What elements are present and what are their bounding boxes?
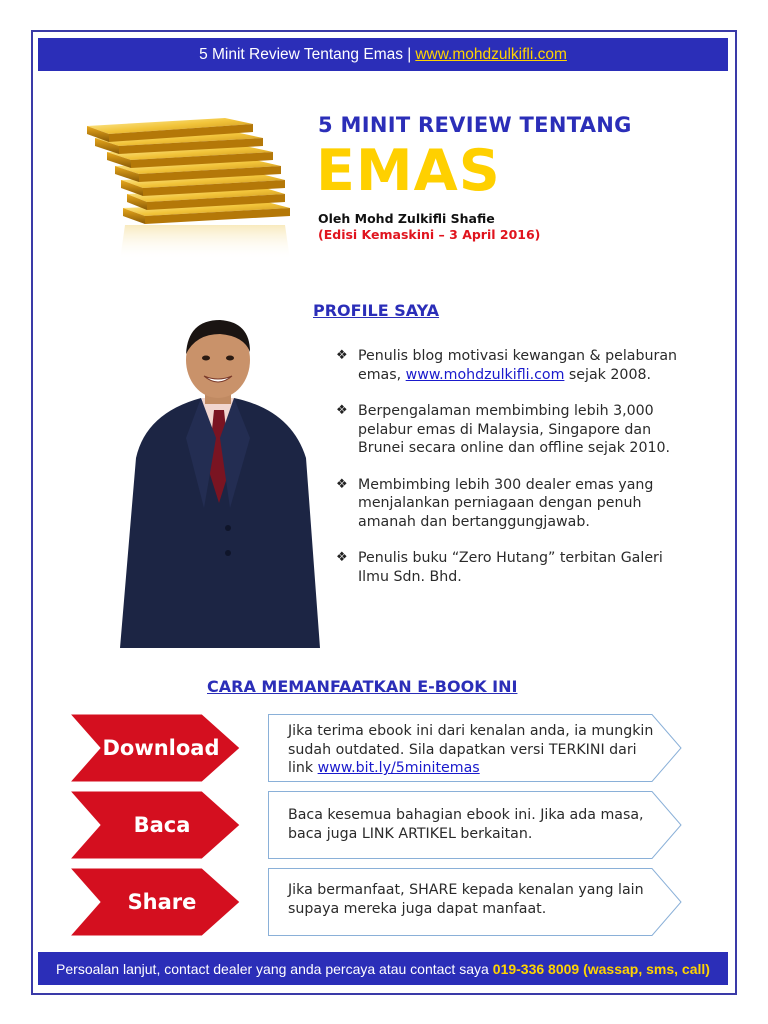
edition-date: (Edisi Kemaskini – 3 April 2016) <box>318 227 541 242</box>
step-share <box>70 868 682 936</box>
author-photo <box>116 318 324 648</box>
cover-title-line2: EMAS <box>316 138 501 204</box>
cover-title-line1: 5 MINIT REVIEW TENTANG <box>318 113 632 137</box>
profile-heading: PROFILE SAYA <box>313 301 440 320</box>
step-download <box>70 714 682 782</box>
step-text: Jika terima ebook ini dari kenalan anda, ia mungkin sudah outdated. Sila dapatkan versi TERKINI dari link www.bit.ly/5minitemas <box>288 723 654 776</box>
step-baca <box>70 791 682 859</box>
bullet-link[interactable]: www.mohdzulkifli.com <box>405 366 565 383</box>
diamond-bullet-icon: ❖ <box>336 476 348 492</box>
author-name: Oleh Mohd Zulkifli Shafie <box>318 211 495 226</box>
guide-heading: CARA MEMANFAATKAN E-BOOK INI <box>207 677 518 696</box>
diamond-bullet-icon: ❖ <box>336 550 348 565</box>
baca-button[interactable]: Baca <box>133 813 191 837</box>
list-item: ❖ Penulis buku “Zero Hutang” terbitan Galeri Ilmu Sdn. Bhd. <box>336 550 663 585</box>
step-text: Jika bermanfaat, SHARE kepada kenalan yang lain supaya mereka juga dapat manfaat. <box>288 882 644 917</box>
header-link[interactable]: www.mohdzulkifli.com <box>415 45 567 63</box>
bottom-banner <box>38 952 728 985</box>
header-title: 5 Minit Review Tentang Emas | <box>199 45 412 63</box>
list-item: ❖ Berpengalaman membimbing lebih 3,000 pelabur emas di Malaysia, Singapore dan Brunei secara online dan offline sejak 2010. <box>336 403 671 456</box>
download-link[interactable]: www.bit.ly/5minitemas <box>317 760 480 776</box>
download-button[interactable]: Download <box>102 736 220 760</box>
profile-bullet-list <box>336 347 686 586</box>
diamond-bullet-icon: ❖ <box>336 348 348 363</box>
footer-text: Persoalan lanjut, contact dealer yang anda percaya atau contact saya <box>56 960 489 977</box>
list-item: ❖ Penulis blog motivasi kewangan & pelaburan emas, www.mohdzulkifli.com sejak 2008. <box>336 348 678 383</box>
share-button[interactable]: Share <box>127 890 197 914</box>
list-item: ❖ Membimbing lebih 300 dealer emas yang menjalankan perniagaan dengan penuh amanah dan bertanggungjawab. <box>336 476 654 530</box>
diamond-bullet-icon: ❖ <box>336 403 348 418</box>
step-text: Baca kesemua bahagian ebook ini. Jika ada masa, baca juga LINK ARTIKEL berkaitan. <box>288 807 644 842</box>
gold-bars-image <box>85 100 310 265</box>
footer-phone[interactable]: 019-336 8009 (wassap, sms, call) <box>492 960 710 977</box>
top-banner <box>38 38 728 71</box>
